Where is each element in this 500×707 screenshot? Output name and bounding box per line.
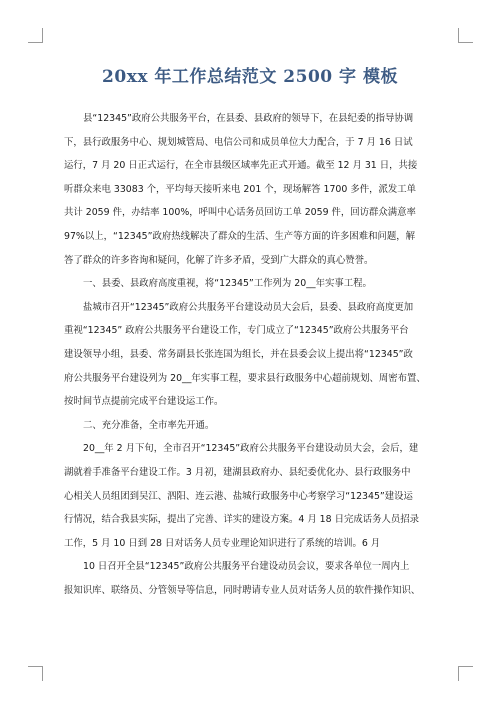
crop-mark-top-left — [28, 28, 43, 43]
crop-mark-bottom-right — [458, 666, 473, 681]
text-line: 97%以上，“12345”政府热线解决了群众的生活、生产等方面的许多困难和问题，解 — [64, 230, 416, 242]
text-line: 按时间节点提前完成平台建设运工作。 — [64, 396, 224, 408]
text-line: 建设领导小组，县委、常务副县长张连国为组长，并在县委会议上提出将“12345”政 — [64, 348, 413, 360]
text-line: 20__年 2 月下旬，全市召开“12345”政府公共服务平台建设动员大会，会后，建 — [83, 443, 419, 455]
crop-mark-bottom-left — [28, 666, 43, 681]
text-line: 听群众来电 33083 个，平均每天接听来电 201 个，现场解答 1700 多件，派发工单 — [64, 183, 416, 195]
text-line: 重视“12345” 政府公共服务平台建设工作，专门成立了“12345”政府公共服务平台 — [64, 325, 409, 337]
document-body — [64, 107, 440, 602]
text-line: 心相关人员组团到吴江、泗阳、连云港、盐城行政服务中心考察学习“12345”建设运 — [64, 490, 413, 502]
text-line: 行情况，结合我县实际，提出了完善、详实的建设方案。4 月 18 日完成话务人员招录 — [64, 514, 419, 526]
document-title: 20xx 年工作总结范文 2500 字 模板 — [102, 67, 398, 87]
text-line: 一、县委、县政府高度重视，将“12345”工作列为 20__年实事工程。 — [83, 278, 372, 290]
text-line: 答了群众的许多咨询和疑问，化解了许多矛盾，受到广大群众的真心赞誉。 — [64, 254, 374, 266]
text-line: 府公共服务平台建设列为 20__年实事工程，要求县行政服务中心超前规划、周密布置、 — [64, 372, 426, 384]
text-line: 工作，5 月 10 日到 28 日对话务人员专业理论知识进行了系统的培训。6 月 — [64, 537, 381, 549]
text-line: 盐城市召开“12345”政府公共服务平台建设动员大会后，县委、县政府高度更加 — [83, 301, 414, 313]
text-line: 报知识库、联络员、分管领导等信息，同时聘请专业人员对话务人员的软件操作知识、 — [64, 584, 421, 596]
text-line: 县“12345”政府公共服务平台，在县委、县政府的领导下，在县纪委的指导协调 — [83, 113, 414, 124]
text-line: 10 日召开全县“12345”政府公共服务平台建设动员会议，要求各单位一周内上 — [83, 561, 410, 573]
text-line: 湖就着手准备平台建设工作。3 月初，建湖县政府办、县纪委优化办、县行政服务中 — [64, 466, 411, 478]
text-line: 运行，7 月 20 日正式运行，在全市县级区域率先正式开通。截至 12 月 31 日，共接 — [64, 160, 418, 172]
text-line: 下，县行政服务中心、规划城管局、电信公司和成员单位大力配合，于 7 月 16 日试 — [64, 136, 413, 148]
crop-mark-top-right — [458, 28, 473, 43]
text-line: 共计 2059 件，办结率 100%，呼叫中心话务员回访工单 2059 件，回访群众满意率 — [64, 207, 416, 219]
text-line: 二、充分准备，全市率先开通。 — [83, 419, 215, 431]
